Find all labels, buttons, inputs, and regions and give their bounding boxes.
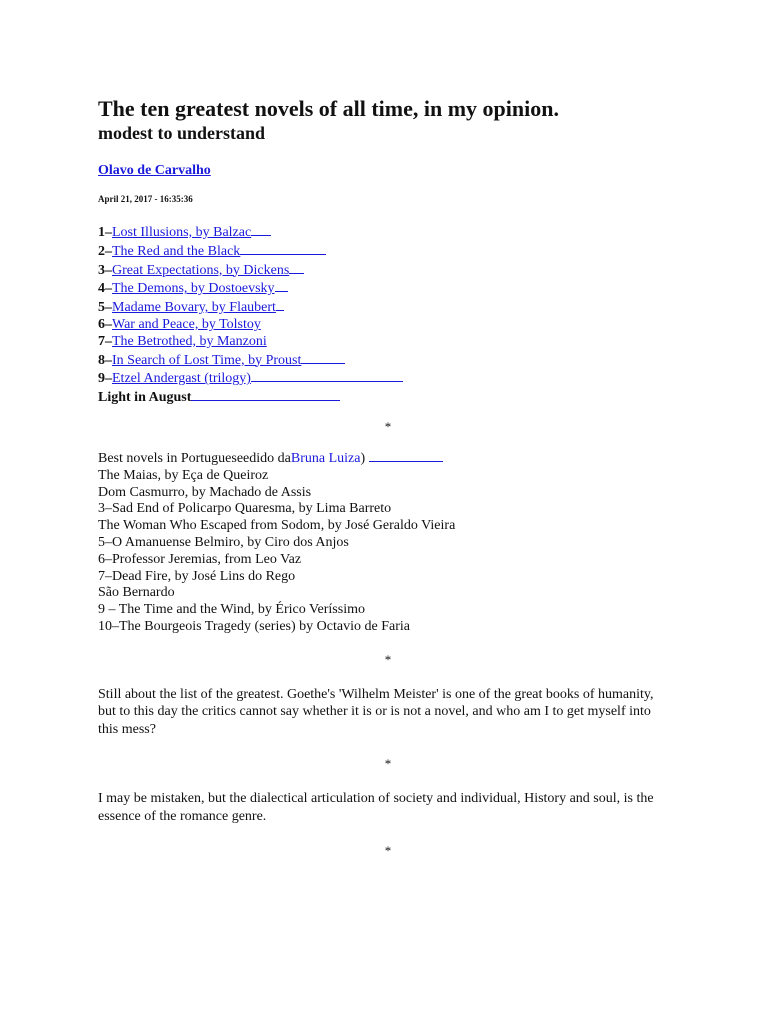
- portuguese-intro: [98, 449, 678, 468]
- list-item: [98, 279, 678, 298]
- list-item: 10–The Bourgeois Tragedy (series) by Octavio de Faria: [98, 618, 410, 634]
- link-underline: [276, 298, 284, 311]
- novel-link[interactable]: The Betrothed, by Manzoni: [112, 333, 267, 349]
- article: [98, 96, 678, 873]
- intro-prefix: Best novels in Portuguese: [98, 450, 244, 466]
- item-number: 2–: [98, 243, 112, 259]
- novel-title: Light in August: [98, 390, 192, 406]
- novel-link[interactable]: The Red and the Black: [112, 243, 241, 259]
- section-separator: *: [384, 843, 392, 859]
- list-item: [98, 223, 678, 242]
- link-underline: [369, 449, 443, 462]
- list-item: [98, 388, 678, 407]
- link-underline: [251, 369, 403, 382]
- link-underline: [301, 351, 345, 364]
- intro-suffix: ): [360, 450, 366, 466]
- item-number: 5–: [98, 300, 112, 316]
- section-separator: *: [384, 756, 392, 772]
- item-number: 9–: [98, 371, 112, 387]
- novel-link[interactable]: In Search of Lost Time, by Proust: [112, 352, 302, 368]
- list-item: Dom Casmurro, by Machado de Assis: [98, 484, 312, 500]
- list-item: [98, 334, 678, 351]
- list-item: The Maias, by Eça de Queiroz: [98, 467, 269, 483]
- item-number: 1–: [98, 225, 112, 240]
- link-underline: [251, 223, 271, 236]
- publish-date: April 21, 2017 - 16:35:36: [98, 194, 193, 204]
- list-item: [98, 369, 678, 388]
- link-underline: [275, 279, 288, 292]
- novel-link[interactable]: Etzel Andergast (trilogy): [112, 371, 251, 387]
- item-number: 7–: [98, 333, 112, 349]
- item-number: 4–: [98, 281, 112, 297]
- bruna-luiza-link[interactable]: Bruna Luiza: [290, 450, 361, 466]
- dialectical-paragraph: I may be mistaken, but the dialectical articulation of society and individual, History and soul, is the essence of the romance genre.: [98, 791, 654, 824]
- list-item: 3–Sad End of Policarpo Quaresma, by Lima Barreto: [98, 501, 392, 517]
- list-item: The Woman Who Escaped from Sodom, by José Geraldo Vieira: [98, 518, 456, 534]
- section-separator: *: [384, 651, 392, 667]
- list-item: 6–Professor Jeremias, from Leo Vaz: [98, 551, 302, 567]
- portuguese-novels-list: [98, 449, 678, 636]
- article-subtitle: modest to understand: [98, 123, 266, 143]
- list-item: [98, 261, 678, 280]
- novel-link[interactable]: Madame Bovary, by Flaubert: [112, 300, 276, 316]
- intro-middle: edido da: [243, 450, 291, 466]
- item-number: 6–: [98, 316, 112, 332]
- goethe-paragraph: Still about the list of the greatest. Goethe's 'Wilhelm Meister' is one of the great books of humanity, but to this day the critics cannot say whether it is or is not a novel, and who am I to get myself into this mess?: [98, 686, 654, 737]
- list-item: [98, 298, 678, 317]
- link-underline: [191, 388, 340, 401]
- novel-link[interactable]: Great Expectations, by Dickens: [112, 262, 290, 278]
- novel-link[interactable]: War and Peace, by Tolstoy: [112, 316, 261, 332]
- list-item: São Bernardo: [98, 585, 175, 601]
- section-separator: *: [384, 418, 392, 434]
- item-number: 8–: [98, 352, 112, 368]
- link-underline: [240, 242, 326, 255]
- top-ten-list: [98, 223, 678, 407]
- list-item: [98, 317, 678, 334]
- list-item: [98, 242, 678, 261]
- novel-link[interactable]: The Demons, by Dostoevsky: [112, 281, 275, 297]
- link-underline: [289, 261, 304, 274]
- novel-link[interactable]: Lost Illusions, by Balzac: [112, 225, 252, 240]
- list-item: 5–O Amanuense Belmiro, by Ciro dos Anjos: [98, 534, 349, 550]
- author-link[interactable]: Olavo de Carvalho: [98, 163, 211, 178]
- list-item: [98, 351, 678, 370]
- article-title: The ten greatest novels of all time, in my opinion.: [98, 96, 559, 121]
- list-item: 7–Dead Fire, by José Lins do Rego: [98, 568, 296, 584]
- item-number: 3–: [98, 262, 112, 278]
- list-item: 9 – The Time and the Wind, by Érico Veríssimo: [98, 602, 365, 618]
